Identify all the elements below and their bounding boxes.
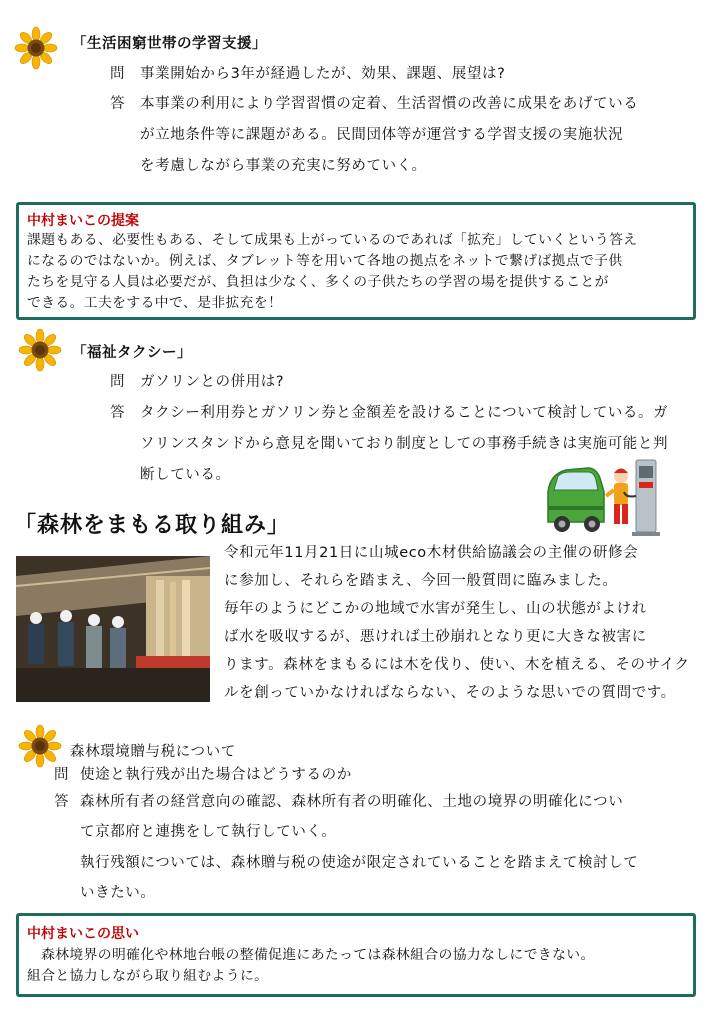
forest-line: 毎年のようにどこかの地域で水害が発生し、山の状態がよけれ: [224, 601, 647, 617]
forest-section-title: 「森林をまもる取り組み」: [14, 513, 291, 538]
thought-text: [27, 945, 685, 987]
sawmill-photo: [16, 556, 210, 702]
proposal-line: たちを見守る人員は必要だが、負担は少なく、多くの子供たちの学習の場を提供することが: [27, 274, 609, 290]
answer-line: 断している。: [140, 467, 231, 483]
proposal-box: [16, 202, 696, 320]
thought-box: [16, 913, 696, 997]
forest-line: ります。森林をまもるには木を伐り、使い、木を植える、そのサイク: [224, 657, 690, 673]
answer-line: 森林所有者の経営意向の確認、森林所有者の明確化、土地の境界の明確化につい: [80, 794, 624, 810]
thought-title: 中村まいこの思い: [27, 926, 139, 942]
answer-mark: 答: [110, 405, 126, 421]
section-heading-study-support: 「生活困窮世帯の学習支援」: [72, 36, 267, 52]
forest-line: ば水を吸収するが、悪ければ土砂崩れとなり更に大きな被害に: [224, 629, 647, 645]
question-text: 事業開始から3年が経過したが、効果、課題、展望は?: [140, 66, 506, 82]
answer-line: タクシー利用券とガソリン券と金額差を設けることについて検討している。ガ: [140, 405, 669, 421]
section-heading-forest-tax: 森林環境贈与税について: [70, 744, 236, 760]
question-text: 使途と執行残が出た場合はどうするのか: [80, 767, 352, 783]
question-mark: 問: [110, 66, 126, 82]
proposal-line: になるのではないか。例えば、タブレット等を用いて各地の拠点をネットで繋げば拠点で子供: [27, 253, 623, 269]
answer-line: て京都府と連携をして執行していく。: [80, 824, 337, 840]
answer-line: を考慮しながら事業の充実に努めていく。: [140, 158, 427, 174]
forest-line: ルを創っていかなければならない、そのような思いでの質問です。: [224, 685, 676, 701]
answer-line: いきたい。: [80, 885, 156, 901]
proposal-line: できる。工夫をする中で、是非拡充を！: [27, 295, 283, 311]
answer-mark: 答: [110, 96, 126, 112]
thought-line: 森林境界の明確化や林地台帳の整備促進にあたっては森林組合の協力なしにできない。: [41, 947, 595, 963]
sunflower-icon: [14, 26, 58, 70]
thought-line: 組合と協力しながら取り組むように。: [27, 968, 269, 984]
forest-text: [224, 540, 704, 707]
proposal-line: 課題もある、必要性もある、そして成果も上がっているのであれば「拡充」していくという答え: [27, 232, 638, 248]
question-text: ガソリンとの併用は?: [140, 374, 285, 390]
answer-line: が立地条件等に課題がある。民間団体等が運営する学習支援の実施状況: [140, 127, 624, 143]
sunflower-icon: [18, 328, 62, 372]
answer-mark: 答: [54, 794, 70, 810]
answer-line: 執行残額については、森林贈与税の使途が限定されていることを踏まえて検討して: [80, 855, 639, 871]
question-mark: 問: [110, 374, 126, 390]
forest-line: に参加し、それらを踏まえ、今回一般質問に臨みました。: [224, 573, 618, 589]
answer-line: 本事業の利用により学習習慣の定着、生活習慣の改善に成果をあげている: [140, 96, 639, 112]
gas-station-illustration: [544, 452, 664, 542]
forest-line: 令和元年11月21日に山城eco木材供給協議会の主催の研修会: [224, 545, 639, 561]
section-heading-welfare-taxi: 「福祉タクシー」: [72, 345, 192, 361]
proposal-text: [27, 230, 685, 314]
question-mark: 問: [54, 767, 70, 783]
answer-line: ソリンスタンドから意見を聞いており制度としての事務手続きは実施可能と判: [140, 436, 669, 452]
proposal-title: 中村まいこの提案: [27, 213, 139, 229]
